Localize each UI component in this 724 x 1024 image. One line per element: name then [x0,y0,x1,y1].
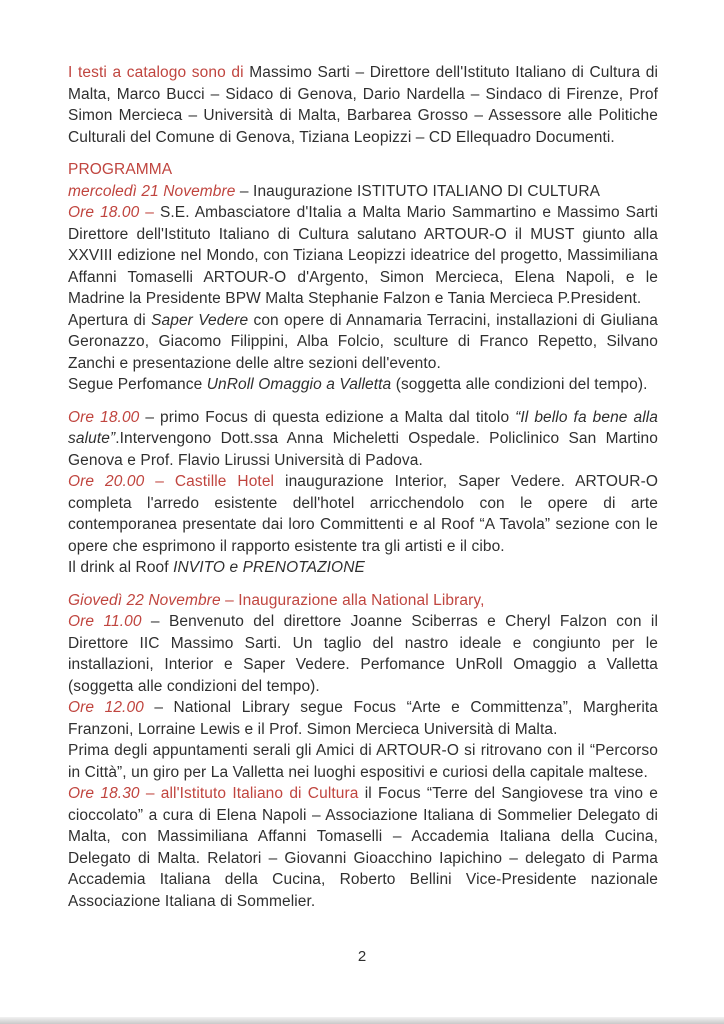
text-segment: S.E. Ambasciatore d'Italia a Malta Mario Sammartino e Massimo Sarti Direttore dell'Istituto Italiano di Cultura salutano ARTOUR-O il MUST giunto alla XXVIII edizione nel Mondo, con Tiziana Leopizzi ideatrice del progetto, Massimiliana Affanni Tomaselli ARTOUR-O d'Argento, Simon Mercieca, Elena Napoli, e le Madrine la Presidente BPW Malta Stephanie Falzon e Tania Mercieca P.President. [68,204,658,307]
blank-line [68,148,658,159]
text-segment: (soggetta alle condizioni del tempo). [391,376,648,393]
text-segment: PROGRAMMA [68,161,173,178]
text-segment: inaugurazione Interior, Saper Vedere. ARTOUR-O completa l'arredo esistente dell'hotel arricchendolo con le opere di arte contemporanea presentate dai loro Committenti e al Roof “A Tavola” sezione con le opere che esprimono il rapporto esistente tra gli artisti e il cibo. [68,473,658,555]
paragraph [68,471,658,557]
paragraph [68,697,658,740]
text-segment: Ore 20.00 [68,473,145,490]
paragraph [68,181,658,203]
text-segment: – National Library segue Focus “Arte e Committenza”, Margherita Franzoni, Lorraine Lewis e il Prof. Simon Mercieca Università di Malta. [68,699,658,738]
text-segment: INVITO e PRENOTAZIONE [173,559,365,576]
page-number: 2 [357,948,367,965]
text-segment: “Il bello fa bene alla salute” [68,408,659,447]
text-segment: con opere di Annamaria Terracini, installazioni di Giuliana Geronazzo, Giacomo Filippini, Alba Folcio, sculture di Franco Repetto, Silvano Zanchi e presentazione delle altre sezioni dell'evento. [68,311,658,372]
text-segment: mercoledì 21 Novembre [68,182,236,200]
paragraph [68,159,658,181]
text-segment: Ore 11.00 [68,613,142,630]
paragraph [68,202,658,310]
text-segment: Massimo Sarti – Direttore dell'Istituto Italiano di Cultura di Malta, Marco Bucci – Sidaco di Genova, Dario Nardella – Sindaco di Firenze, Prof Simon Mercieca – Università di Malta, Barbarea Grosso – Assessore alle Politiche Culturali del Comune di Genova, Tiziana Leopizzi – CD Ellequadro Documenti. [68,64,659,146]
text-segment: I testi a catalogo sono di [68,64,250,81]
text-segment: Ore 18.00 [68,408,140,426]
text-segment: – Inaugurazione alla National Library, [220,591,485,609]
text-segment: Giovedì 22 Novembre [68,591,221,609]
paragraph [68,590,658,612]
blank-line [68,579,658,590]
text-segment: Saper Vedere [151,311,249,329]
paragraph [68,374,658,396]
text-segment: – Castille Hotel [144,473,286,490]
paragraph [68,783,658,912]
text-segment: – all'Istituto Italiano di Cultura [139,785,365,802]
text-segment: Segue Perfomance [68,376,207,393]
document-body [68,62,658,912]
text-segment: Ore 12.00 [68,699,144,716]
paragraph [68,310,658,375]
text-segment: Prima degli appuntamenti serali gli Amici di ARTOUR-O si ritrovano con il “Percorso in Città”, un giro per La Valletta nei luoghi espositivi e curiosi della capitale maltese. [68,742,658,781]
text-segment: UnRoll Omaggio a Valletta [206,376,392,393]
text-segment: – Benvenuto del direttore Joanne Sciberras e Cheryl Falzon con il Direttore IIC Massimo Sarti. Un taglio del nastro ideale e congiunto per le installazioni, Interior e Saper Vedere. Perfomance UnRoll Omaggio a Valletta (soggetta alle condizioni del tempo). [68,613,658,695]
text-segment: Il drink al Roof [68,559,174,576]
text-segment: Ore 18.30 [68,785,140,802]
text-segment: il Focus “Terre del Sangiovese tra vino e cioccolato” a cura di Elena Napoli – Associazione Italiana di Sommelier Delegato di Malta, con Massimiliana Affanni Tomaselli – Accademia Italiana della Cucina, Delegato di Malta. Relatori – Giovanni Gioacchino Iapichino – delegato di Parma Accademia Italiana della Cucina, Roberto Bellini Vice-Presidente nazionale Associazione Italiana di Sommelier. [68,785,658,910]
paragraph [68,557,658,579]
paragraph [68,62,658,148]
paragraph [68,407,658,472]
text-segment: – Inaugurazione ISTITUTO ITALIANO DI CULTURA [235,182,601,200]
paragraph [68,611,658,697]
blank-line [68,396,658,407]
scan-bottom-edge [0,1017,724,1024]
text-segment: – primo Focus di questa edizione a Malta dal titolo [139,408,516,426]
paragraph [68,740,658,783]
text-segment: .Intervengono Dott.ssa Anna Micheletti Ospedale. Policlinico San Martino Genova e Prof. Flavio Lirussi Università di Padova. [68,430,658,469]
text-segment: – [139,204,160,221]
text-segment: Apertura di [68,311,152,329]
text-segment: Ore 18.00 [68,204,140,221]
